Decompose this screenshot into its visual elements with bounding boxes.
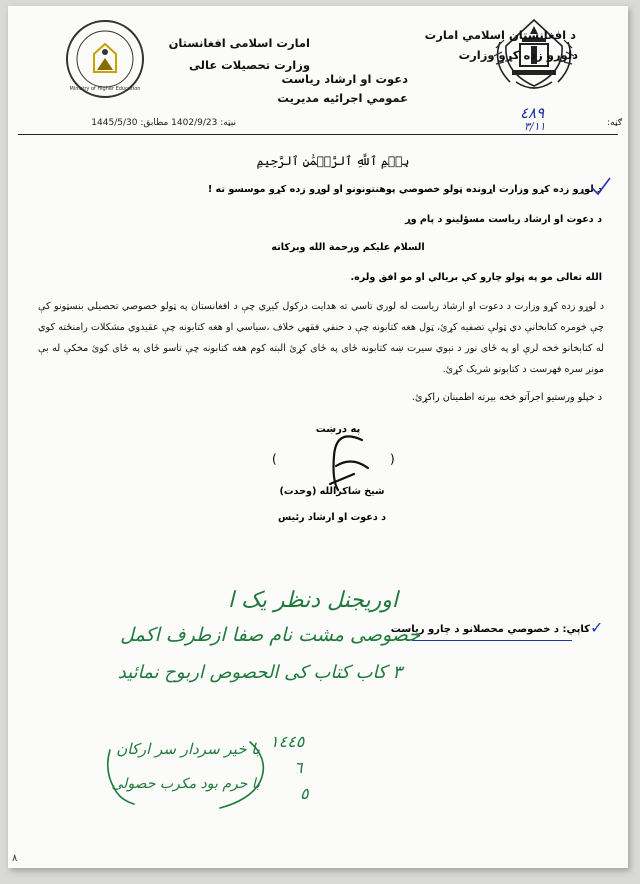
seal-text: Ministry of Higher Education (69, 86, 141, 92)
document-page (8, 6, 628, 868)
number-sub: ٣/١١ (524, 120, 546, 133)
letter-body: د لوړو زده کړو وزارت د دعوت او ارشاد رياست له لوري تاسي ته هدايت درکول کيږي چې د افغانستان په ټولو خصوصي تحصيلي بنسټونو کې چې څومره کتابخانې دي ټولې تصفيه کړئ، ټول هغه کتابونه چې د حنفي فقهي خلاف ،سياسي او هغه کتابونه چې عقيدوي مشکلات رامنځته کوي له کتابخانو څخه لرې او په ځای نور د نبوي سيرت ښه کتابونه ځای په ځای کړئ البته کوم هغه کتابونه چې تاسو ځای په ځای کوئ مخکې له بې مونږ سره فهرست د کتابونو شريک کړئ. (38, 301, 604, 375)
handwriting-date-1: ١٤٤٥ (270, 732, 305, 751)
page-mark: ٨ (12, 853, 18, 864)
header-divider (18, 134, 618, 135)
handwriting-line1: اوریجنل دنظر یک ا (228, 588, 398, 613)
signature-paren-open: ( (272, 452, 277, 466)
blue-check-mark-icon (588, 176, 614, 198)
prayer-line: الله تعالی مو په ټولو چارو کې بريالي او مو افق ولره. (350, 272, 602, 283)
handwriting-line3: ۳ کاب کتاب کی الحصوص اربوح نمائید (117, 662, 402, 683)
date-row (66, 118, 236, 128)
handwriting-sign-block-1: با خیر سردار سر ارکان (116, 740, 260, 758)
to-line: د لوړو زده کړو وزارت اړونده ټولو خصوصي پوهنتونونو او لوړو زده کړو موسسو ته ! (207, 184, 602, 195)
cc-underline (412, 640, 572, 641)
header-center-line2: عمومي اجرائيه مدیریت (277, 91, 408, 105)
header-left-line1: امارت اسلامی افغانستان (168, 36, 310, 50)
cc-check-mark: ✓ (590, 618, 604, 637)
header-right-line2: دلوړو زده کړو وزارت (458, 48, 578, 62)
signer-title: د دعوت او ارشاد رئيس (277, 512, 387, 523)
header-center-line1: دعوت او ارشاد رياست (281, 72, 408, 86)
signature-paren-close: ) (390, 452, 395, 466)
cc-line: کاپي: د خصوصي محصلانو د چارو رياست (390, 624, 590, 635)
from-line: د دعوت او ارشاد رياست مسؤلينو د پام وړ (405, 214, 602, 225)
date-label: نېټه: (220, 118, 236, 128)
handwriting-date-2: ٦ (294, 758, 303, 777)
number-label: ګڼه: (607, 118, 622, 128)
number-value: ٤٨٩ (520, 104, 545, 122)
date-value: 1402/9/23 مطابق: 1445/5/30 (91, 118, 218, 128)
respect-line: په درښت (315, 424, 361, 435)
signer-name: شیخ شاکرالله (وحدت) (279, 486, 385, 497)
header-left-line2: وزارت تحصیلات عالی (189, 58, 310, 72)
bismillah: بِسۡمِ ٱللَّهِ ٱلرَّحۡمَٰنِ ٱلرَّحِيمِ (256, 154, 410, 168)
greeting: السلام عليکم ورحمة الله وبرکاته (271, 242, 425, 253)
handwriting-line2: خصوصی مشت نام صفا ازطرف اکمل (120, 624, 420, 646)
handwriting-date-3: ٥ (300, 784, 309, 803)
closing-line: د خپلو ورستيو اجرآتو څخه بېرته اطمينان راکړئ. (411, 392, 602, 403)
green-ink-scribble-icon (100, 730, 280, 820)
header-right-line1: د افغانستان اسلامي امارت (424, 28, 576, 42)
handwriting-sign-block-2: با حرم بود مکرب حصولی (111, 776, 260, 792)
ministry-seal-icon (64, 18, 146, 100)
